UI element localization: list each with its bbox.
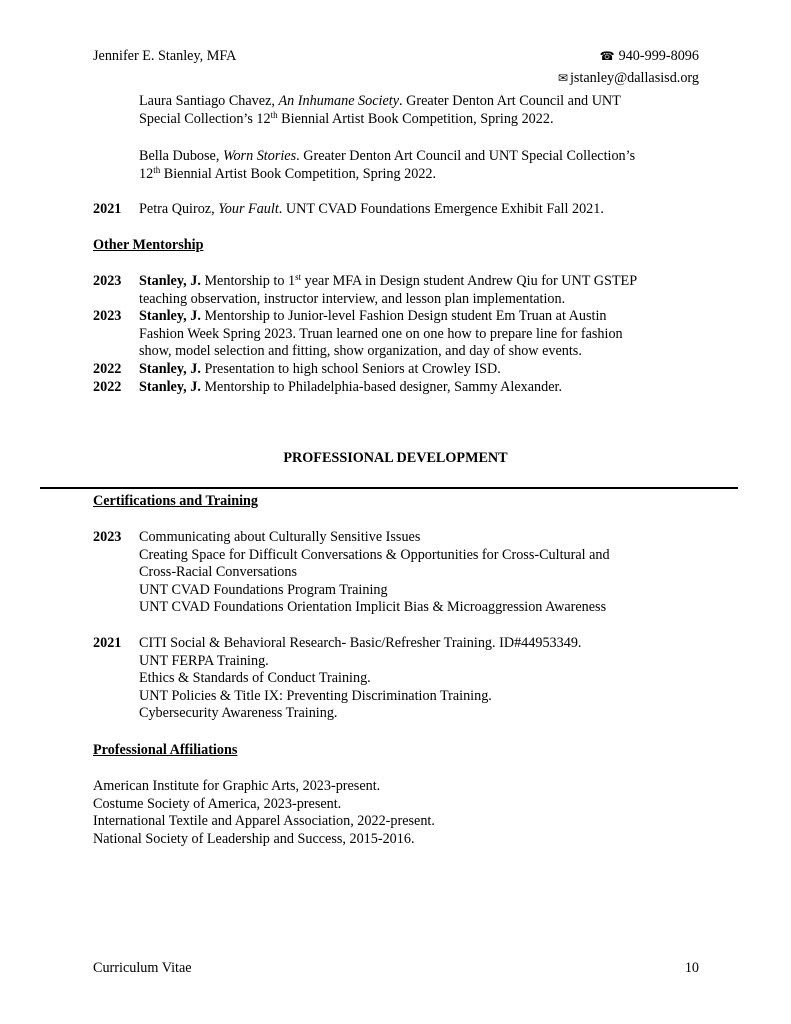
certification-group <box>139 529 704 617</box>
certification-line: Ethics & Standards of Conduct Training. <box>139 670 371 687</box>
certification-group <box>139 635 704 723</box>
year-label: 2021 <box>93 635 122 651</box>
year-label: 2023 <box>93 308 122 324</box>
year-label: 2023 <box>93 529 122 545</box>
certification-line: Communicating about Culturally Sensitive Issues <box>139 529 421 545</box>
exhibit-item: Laura Santiago Chavez, An Inhumane Society. Greater Denton Art Council and UNT Special Collection’s 12th Biennial Artist Book Competition, Spring 2022. <box>139 93 621 127</box>
affiliations-heading: Professional Affiliations <box>93 742 238 758</box>
affiliation-item: American Institute for Graphic Arts, 2023-present. <box>93 778 381 794</box>
year-label: 2022 <box>93 379 122 395</box>
year-label: 2023 <box>93 273 122 289</box>
phone-icon: ☎ <box>599 49 615 63</box>
affiliation-item: National Society of Leadership and Success, 2015-2016. <box>93 830 415 847</box>
mentorship-entry: Stanley, J. Mentorship to 1st year MFA in Design student Andrew Qiu for UNT GSTEP teaching observation, instructor interview, and lesson plan implementation. <box>139 272 638 307</box>
affiliations-list <box>93 778 713 848</box>
page-number: 10 <box>684 960 699 976</box>
certification-line: UNT Policies & Title IX: Preventing Discrimination Training. <box>139 687 492 704</box>
email-address: jstanley@dallasisd.org <box>569 70 699 86</box>
affiliation-item: Costume Society of America, 2023-present. <box>93 795 342 812</box>
year-label: 2021 <box>93 201 122 217</box>
exhibit-item: Bella Dubose, Worn Stories. Greater Denton Art Council and UNT Special Collection’s 12th Biennial Artist Book Competition, Spring 2022. <box>139 148 636 182</box>
certification-line: UNT CVAD Foundations Orientation Implicit Bias & Microaggression Awareness <box>139 599 607 616</box>
mentorship-entry: Stanley, J. Mentorship to Philadelphia-based designer, Sammy Alexander. <box>139 379 563 395</box>
certification-line: UNT CVAD Foundations Program Training <box>139 581 388 598</box>
affiliation-item: International Textile and Apparel Association, 2022-present. <box>93 813 435 830</box>
footer-label: Curriculum Vitae <box>93 960 192 976</box>
certification-line: Cybersecurity Awareness Training. <box>139 705 338 722</box>
mentorship-entry: Stanley, J. Mentorship to Junior-level Fashion Design student Em Truan at Austin Fashion Week Spring 2023. Truan learned one on one how to prepare line for fashion show, model selection and fitting, show organization, and day of show events. <box>139 308 623 360</box>
certifications-heading: Certifications and Training <box>93 493 259 509</box>
envelope-icon: ✉ <box>557 71 568 85</box>
header-phone <box>600 48 699 66</box>
other-mentorship-heading: Other Mentorship <box>93 237 204 253</box>
phone-number: 940-999-8096 <box>618 48 699 64</box>
year-label: 2022 <box>93 361 122 377</box>
certification-line: Cross-Racial Conversations <box>139 564 298 581</box>
certification-line: Creating Space for Difficult Conversations & Opportunities for Cross-Cultural and <box>139 546 610 563</box>
certification-line: CITI Social & Behavioral Research- Basic/Refresher Training. ID#44953349. <box>139 635 582 651</box>
mentorship-entry: Stanley, J. Presentation to high school Seniors at Crowley ISD. <box>139 361 501 377</box>
exhibit-item: Petra Quiroz, Your Fault. UNT CVAD Foundations Emergence Exhibit Fall 2021. <box>139 201 604 217</box>
header-email <box>558 70 699 88</box>
certification-line: UNT FERPA Training. <box>139 652 269 669</box>
header-name: Jennifer E. Stanley, MFA <box>93 48 237 64</box>
section-divider <box>40 487 738 489</box>
section-title: PROFESSIONAL DEVELOPMENT <box>283 450 508 466</box>
